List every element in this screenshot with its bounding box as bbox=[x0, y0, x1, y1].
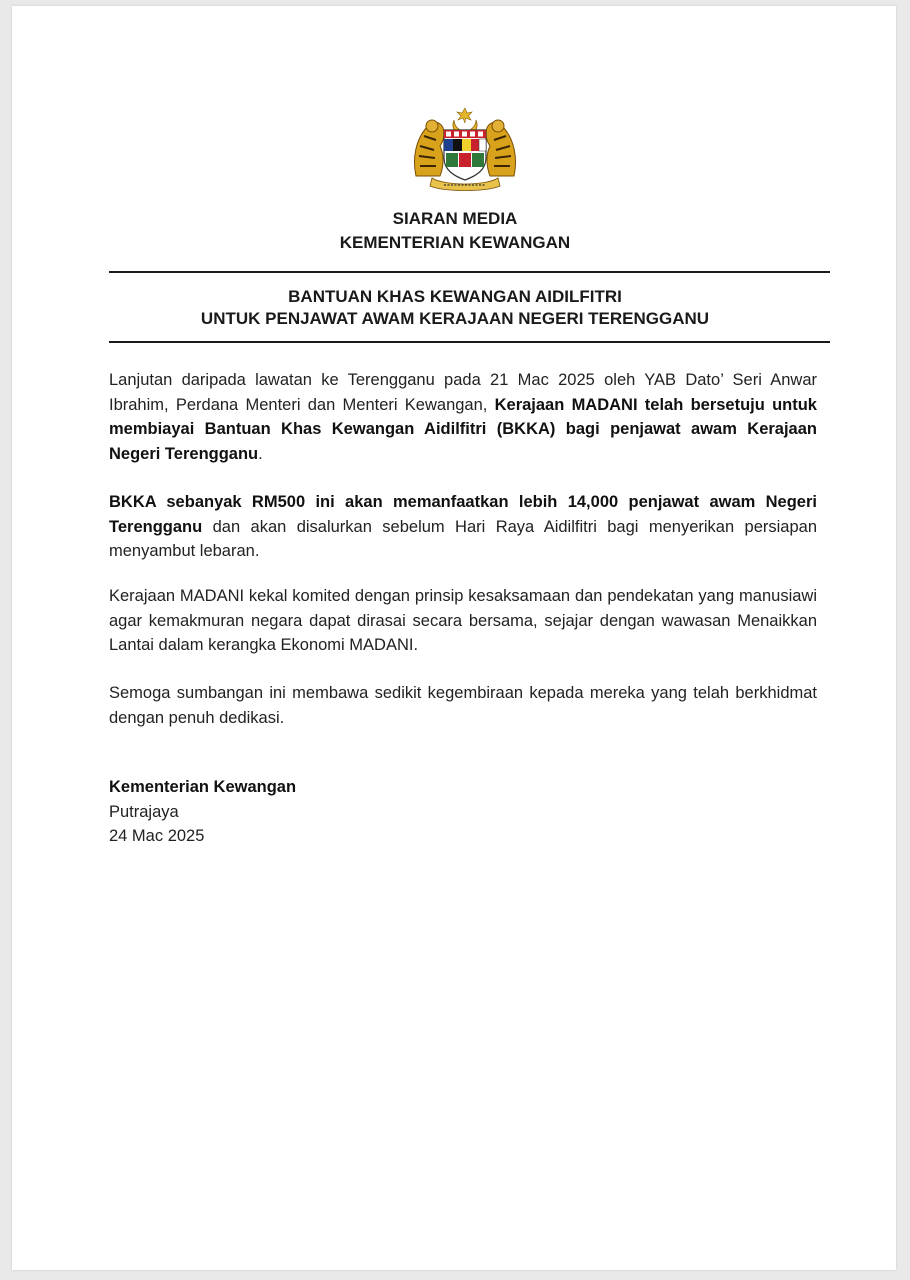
paragraph-1-text: Lanjutan daripada lawatan ke Terengganu pada 21 Mac 2025 oleh YAB Dato’ Seri Anwar Ibrahim, Perdana Menteri dan Menteri Kewangan, bbox=[109, 371, 817, 414]
paragraph-2-bold-text: BKKA sebanyak RM500 ini akan memanfaatkan lebih 14,000 penjawat awam Negeri Terengganu bbox=[109, 493, 817, 536]
signature-place: Putrajaya bbox=[109, 802, 179, 821]
body-paragraph-4: Semoga sumbangan ini membawa sedikit kegembiraan kepada mereka yang telah berkhidmat dengan penuh dedikasi. bbox=[109, 684, 817, 727]
ministry-title: KEMENTERIAN KEWANGAN bbox=[339, 233, 571, 252]
body-paragraph-3: Kerajaan MADANI kekal komited dengan prinsip kesaksamaan dan pendekatan yang manusiawi agar kemakmuran negara dapat dirasai secara bersama, sejajar dengan wawasan Menaikkan Lantai dalam kerangka Ekonomi MADANI. bbox=[109, 587, 817, 654]
signature-date: 24 Mac 2025 bbox=[109, 827, 205, 845]
body-paragraph-2 bbox=[109, 490, 817, 564]
subject-line-1: BANTUAN KHAS KEWANGAN AIDILFITRI bbox=[288, 287, 622, 306]
top-divider bbox=[109, 271, 830, 273]
paragraph-2-text: dan akan disalurkan sebelum Hari Raya Aidilfitri bagi menyerikan persiapan menyambut lebaran. bbox=[109, 517, 817, 560]
bottom-divider bbox=[109, 341, 830, 343]
signature-organization: Kementerian Kewangan bbox=[109, 778, 297, 796]
paragraph-1-end: . bbox=[258, 444, 263, 463]
subject-line-2: UNTUK PENJAWAT AWAM KERAJAAN NEGERI TERENGGANU bbox=[200, 309, 710, 328]
press-release-title: SIARAN MEDIA bbox=[392, 209, 518, 228]
malaysia-coat-of-arms-icon bbox=[410, 106, 520, 192]
signature-block bbox=[109, 775, 296, 849]
paragraph-1-bold-text: Kerajaan MADANI telah bersetuju untuk membiayai Bantuan Khas Kewangan Aidilfitri (BKKA) bagi penjawat awam Kerajaan Negeri Terengganu bbox=[109, 395, 817, 463]
body-paragraph-1 bbox=[109, 368, 817, 466]
